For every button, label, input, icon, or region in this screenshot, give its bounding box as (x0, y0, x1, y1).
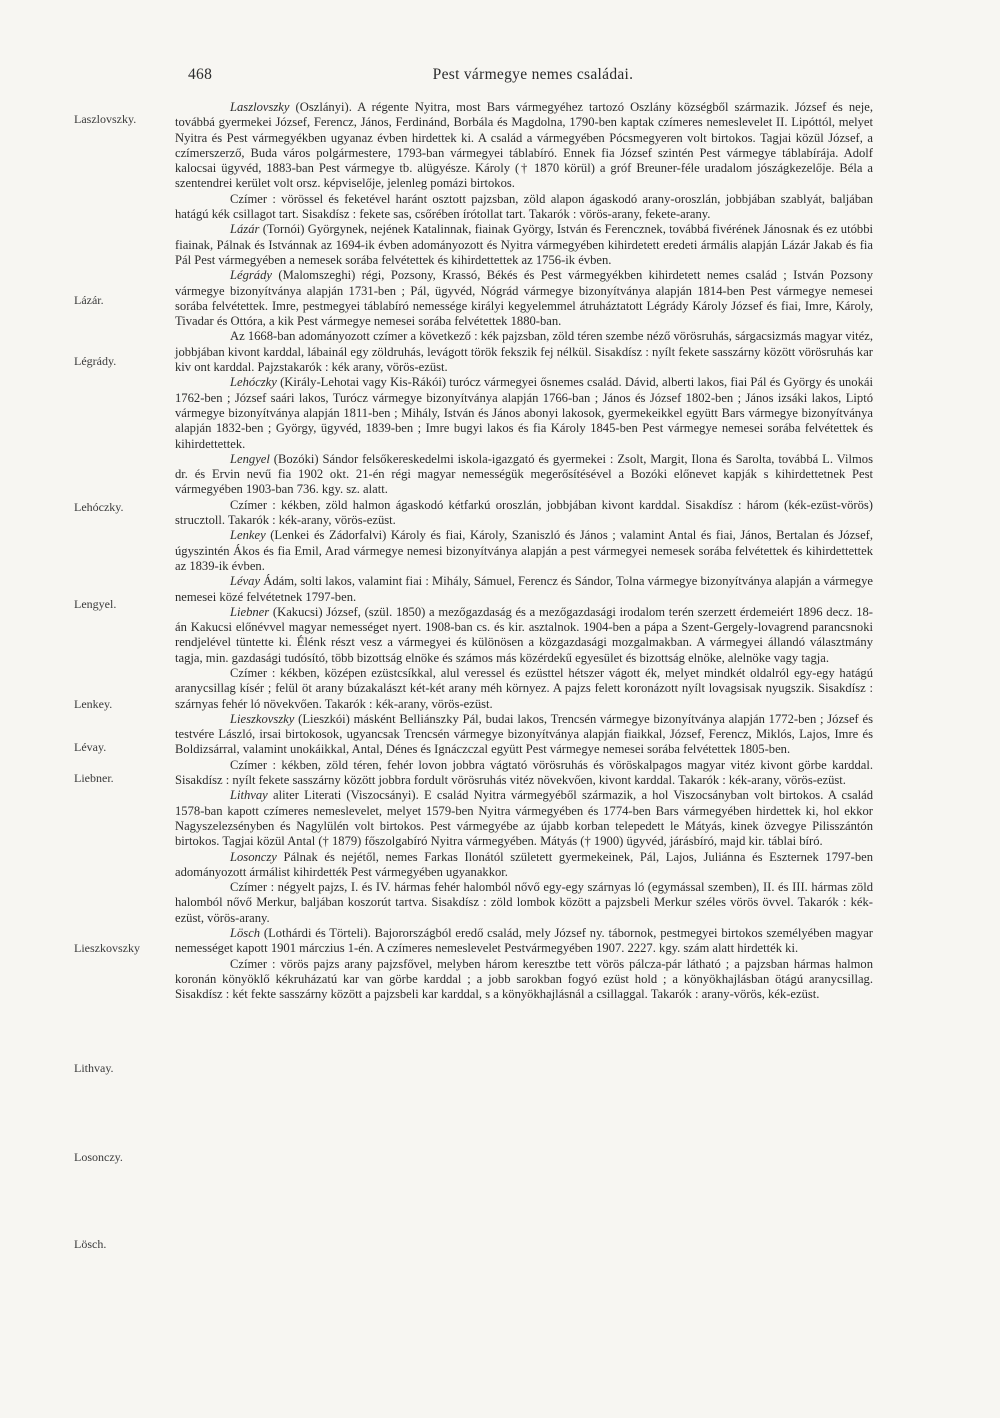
page-number: 468 (188, 66, 213, 83)
coat-of-arms-paragraph (175, 192, 873, 223)
family-name: Lázár (230, 222, 260, 237)
paragraph-text: (Lieszkói) másként Belliánszky Pál, budai lakos, Trencsén vármegye bizonyítványa alapján 1772-ben ; József és testvére László, irsai birtokosok, ugyancsak Trencsén vármegye bizonyítványa alapján fiaikkal, József, Ferencz, Miklós, Lajos, Imre és Boldizsárral, valamint unokáikkal, Antal, Dénes és Ignáczczal együtt Pest vármegye nemesei sorába felvétettek 1805-ben. (175, 711, 873, 757)
paragraph-text: Czímer : kékben, zöld téren, fehér lovon jobbra vágtató vörösruhás és vöröskalpagos magyar vitéz kivont görbe karddal. Sisakdísz : nyílt fekete sasszárny között jobbra fordult vörösruhás vitéz növekvően, kivont karddal. Takarók : kék-arany, vörös-ezüst. (175, 757, 873, 788)
paragraph-text: Czímer : vörös pajzs arany pajzsfővel, melyben három keresztbe tett vörös pálcza-pár látható ; a pajzsban hármas halmon koronán könyöklő kékruházatú kar van görbe karddal ; a jobb sarokban fogyó ezüst hold ; a könyökhajlásban ötágú aranycsillag. Sisakdísz : két fekte sasszárny között a pajzsbeli kar karddal, s a könyökhajlásnál a csillaggal. Takarók : arany-vörös, kék-ezüst. (175, 956, 873, 1002)
paragraph-text: (Tornói) Györgynek, nejének Katalinnak, fiainak György, István és Ferencznek, továbbá fivérének Jánosnak és ez utóbbi fiainak, Pálnak és Istvánnak az 1694-ik évben adományozott és Nyitra vármegyében kihirdetett eredeti ármális alapján Lázár Jakab és fia Pál Pest vármegyében a nemesek sorába felvétettek és kihirdettettek az 1756-ik évben. (175, 222, 873, 267)
coat-of-arms-paragraph (175, 758, 873, 789)
paragraph-text: (Lothárdi és Törteli). Bajorországból eredő család, mely József ny. tábornok, pestmegyei birtokos személyében magyar nemességet kapott 1901 márczius 1-én. A czímeres nemeslevelet Pestvármegyében 1907. 2227. kgy. szám alatt hirdették ki. (175, 926, 873, 956)
margin-note: Lázár. (74, 293, 104, 307)
entry-paragraph (175, 605, 873, 666)
family-name: Lengyel (230, 451, 270, 466)
running-title: Pest vármegye nemes családai. (432, 66, 634, 83)
paragraph-text: (Bozóki) Sándor felsőkereskedelmi iskola-igazgató és gyermekei : Zsolt, Margit, Ilona és Sarolta, továbbá L. Vilmos dr. és Ervin nevű fia 1902 okt. 21-én régi magyar nemességük megerősítésével a Bozóki előnevet kapják s kihirdettetnek Pest vármegyében 1903-ban 736. kgy. sz. alatt. (175, 451, 873, 497)
margin-note: Lösch. (74, 1237, 107, 1251)
paragraph-text: Pálnak és nejétől, nemes Farkas Ilonától született gyermekeinek, Pál, Lajos, Juliánna és Eszternek 1797-ben adományozott ármálist kihirdették Pest vármegyében ugyanakkor. (175, 849, 873, 879)
coat-of-arms-paragraph (175, 666, 873, 712)
family-name: Lehóczky (230, 375, 277, 390)
body-text (175, 100, 873, 1003)
entry-paragraph (175, 528, 873, 574)
paragraph-text: Ádám, solti lakos, valamint fiai : Mihály, Sámuel, Ferencz és Sándor, Tolna vármegye bizonyítványa alapján a vármegye nemesei közé felvétetnek 1797-ben. (175, 574, 873, 604)
family-name: Légrády (230, 268, 272, 283)
paragraph-text: Czímer : kékben, középen ezüstcsíkkal, alul veressel és ezüsttel hétszer vágott ék, melyet mindkét oldalról egy-egy hatágú aranycsillag kísér ; felül öt arany búzakalászt két-két arany méh környez. A pajzs felett koronázott nyílt lovagsisak nyugszik. Sisakdísz : szárnyas fehér ló növekvően. Takarók : kék-arany, vörös-ezüst. (175, 665, 873, 711)
paragraph-text: Az 1668-ban adományozott czímer a következő : kék pajzsban, zöld téren szembe néző vörösruhás, sárgacsizmás magyar vitéz, jobbjában kivont karddal, lábainál egy zöldruhás, levágott török fekszik fej nélkül. Sisakdísz : nyílt fekete sasszárny között vörösruhás kar kiv ont karddal. Pajzstakarók : kék arany, vörös-ezüst. (175, 329, 873, 375)
paragraph-text: (Kakucsi) József, (szül. 1850) a mezőgazdaság és a mezőgazdasági irodalom terén szerzett érdemeiért 1896 decz. 18-án Kakucsi előnévvel magyar nemességet nyert. 1908-ban cs. és kir. asztalnok. 1904-ben a pápa a Szent-Gergely-lovagrend parancsnoki rendjelével tüntette ki. Élénk részt vesz a vármegyei és különösen a közgazdasági mozgalmakban. A vármegyei állandó választmány tagja, min. gazdasági tudósító, több bizottság elnöke és számos más közérdekű egyesület és bizottság elnöke, alelnöke vagy tagja. (175, 604, 873, 665)
family-name: Lenkey (230, 528, 266, 543)
coat-of-arms-paragraph (175, 957, 873, 1003)
paragraph-text: Czímer : vörössel és feketével haránt osztott pajzsban, zöld alapon ágaskodó arany-oroszlán, jobbjában szablyát, baljában hatágú kék csillagot tart. Sisakdísz : fekete sas, csőrében írótollat tart. Takarók : vörös-arany, fekete-arany. (175, 191, 873, 222)
entry-paragraph (175, 268, 873, 329)
family-name: Lévay (230, 574, 261, 589)
coat-of-arms-paragraph (175, 880, 873, 926)
paragraph-text: aliter Literati (Viszocsányi). E család Nyitra vármegyéből származik, a hol Viszocsányban volt birtokos. A család 1578-ban kapott czímeres nemeslevelet, melyet 1579-ben Nyitra vármegyében és 1774-ben Bars vármegyében hirdettek ki, hol ekkor Nagyszelezsényben és Nagylülén volt birtokos. Pest vármegyébe az újabb korban telepedett le Mátyás, kinek özvegye Pilisszántón birtokos. Tagjai közül Antal († 1879) főszolgabíró Nyitra vármegyében. Mátyás († 1900) ügyvéd, járásbíró, majd kir. táblai bíró. (175, 788, 873, 849)
margin-note: Laszlovszky. (74, 112, 137, 126)
margin-note: Losonczy. (74, 1150, 123, 1164)
family-name: Lieszkovszky (230, 711, 295, 726)
entry-paragraph (175, 222, 873, 268)
entry-paragraph (175, 574, 873, 605)
entry-paragraph (175, 926, 873, 957)
margin-note: Lehóczky. (74, 500, 124, 514)
paragraph-text: Czímer : kékben, zöld halmon ágaskodó kétfarkú oroszlán, jobbjában kivont karddal. Sisakdísz : három (kék-ezüst-vörös) strucztoll. Takarók : kék-arany, vörös-ezüst. (175, 497, 873, 528)
margin-note: Lengyel. (74, 597, 117, 611)
margin-note: Légrády. (74, 354, 117, 368)
margin-note: Lithvay. (74, 1061, 114, 1075)
entry-paragraph (175, 375, 873, 451)
family-name: Lösch (230, 926, 261, 941)
page-header (188, 66, 878, 90)
family-name: Lithvay (230, 788, 268, 803)
paragraph-text: (Oszlányi). A régente Nyitra, most Bars vármegyéhez tartozó Oszlány községből származik. József és neje, továbbá gyermekei József, Ferencz, János, Ferdinánd, Borbála és Magdolna, 1790-ben kaptak czímeres nemeslevelet II. Lipóttól, melyet Nyitra és Pest vármegyékben ugyanaz évben hirdettek ki. A család a vármegyében Pócsmegyeren volt birtokos. Tagjai közül József, a czímerszerző, Buda város polgármestere, 1793-ban vármegyei táblabíró. Ennek fia József szintén Pest vármegye táblabírája. Adolf kalocsai ügyvéd, 1883-ban Pest vármegye tb. alügyésze. Károly († 1870 körül) a gróf Breuner-féle uradalom jószágkezelője. Béla a szentendrei kerület volt orsz. képviselője, jelenleg pomázi birtokos. (175, 100, 873, 191)
entry-paragraph (175, 712, 873, 758)
paragraph-text: (Malomszeghi) régi, Pozsony, Krassó, Békés és Pest vármegyékben kihirdetett nemes család ; István Pozsony vármegye bizonyítványa alapján 1731-ben ; Pál, ügyvéd, Nógrád vármegye bizonyítványa alapján 1814-ben Pest vármegye nemesei sorába felvétettek. Imre, pestmegyei táblabíró nemessége királyi kegyelemmel átruháztatott Légrády Károly József és fiai, Imre, Károly, Tivadar és Ottóra, a kik Pest vármegye nemesei sorába felvétettek 1880-ban. (175, 268, 873, 329)
paragraph-text: Czímer : négyelt pajzs, I. és IV. hármas fehér halomból nővő egy-egy szárnyas ló (egymással szemben), II. és III. hármas zöld halomból nővő Merkur, baljában koszorút tartva. Sisakdísz : zöld lombok között a pajzsbeli Merkur széles vörös övvel. Takarók : kék-ezüst, vörös-arany. (175, 880, 873, 925)
paragraph-text: (Lenkei és Zádorfalvi) Károly és fiai, Károly, Szaniszló és János ; valamint Antal és fiai, János, Bertalan és József, úgyszintén Ákos és fia Emil, Arad vármegye nemesi bizonyítványa alapján a pest vármegyei nemesek sorába felvétettek és kihirdettettek az 1839-ik évben. (175, 528, 873, 573)
family-name: Liebner (230, 604, 270, 619)
margin-note: Lenkey. (74, 697, 113, 711)
margin-note: Lévay. (74, 740, 107, 754)
coat-of-arms-paragraph (175, 498, 873, 529)
entry-paragraph (175, 850, 873, 881)
coat-of-arms-paragraph (175, 329, 873, 375)
margin-note: Lieszkovszky (74, 941, 140, 955)
margin-note: Liebner. (74, 771, 114, 785)
entry-paragraph (175, 100, 873, 192)
entry-paragraph (175, 788, 873, 849)
entry-paragraph (175, 452, 873, 498)
family-name: Laszlovszky (230, 100, 290, 114)
paragraph-text: (Király-Lehotai vagy Kis-Rákói) turócz vármegyei ősnemes család. Dávid, alberti lakos, fiai Pál és György és unokái 1762-ben ; József saári lakos, Turócz vármegye bizonyítványa alapján 1766-ban ; János és József 1802-ben ; János izsáki lakos, Liptó vármegye bizonyítványa alapján 1811-ben ; Mihály, István és János abonyi lakosok, gyermekeikkel együtt Bars vármegye bizonyítványa alapján 1832-ben ; György, ügyvéd, 1839-ben ; Imre bugyi lakos és fia Károly 1845-ben Pest vármegye nemesei sorába felvétettek és kihirdettettek. (175, 375, 873, 451)
family-name: Losonczy (230, 849, 277, 864)
